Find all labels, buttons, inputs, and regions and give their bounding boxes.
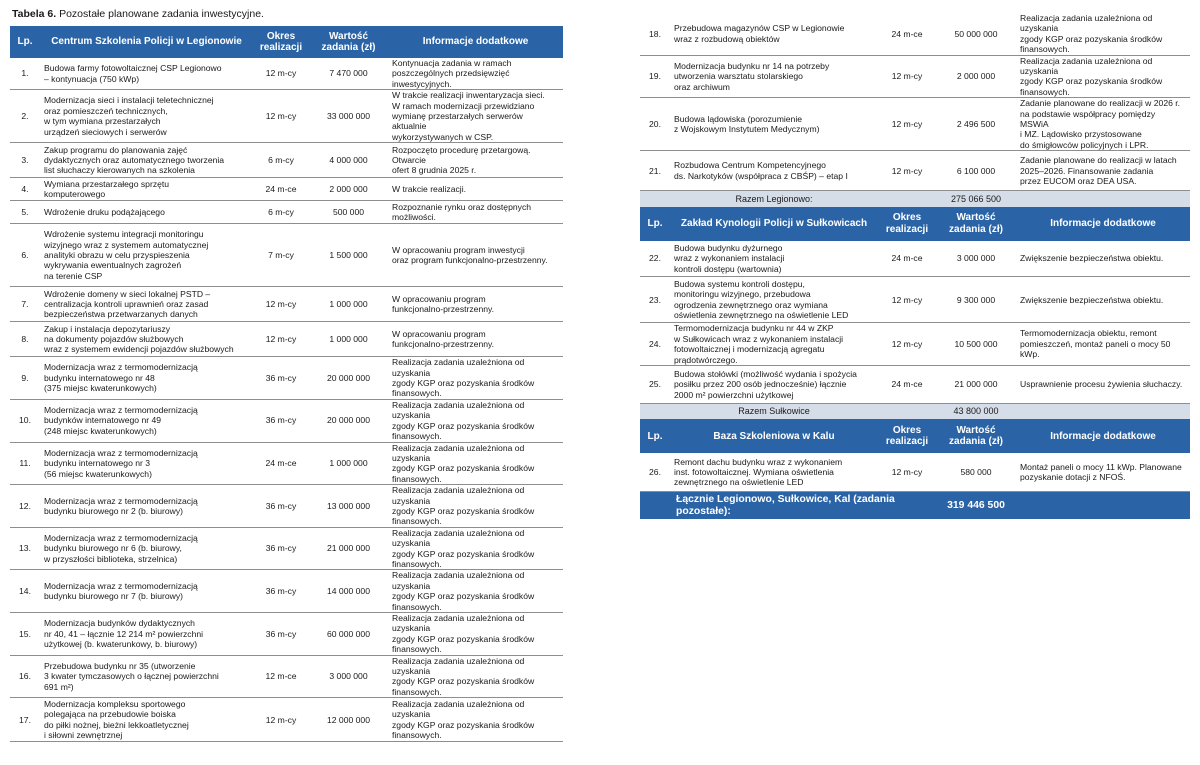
header-section-sulkowice: Zakład Kynologii Policji w Sułkowicach [670, 207, 878, 241]
table-row [640, 151, 1190, 191]
row-task-name: Wdrożenie domeny w sieci lokalnej PSTD – centralizacja kontroli uprawnień oraz zasad bezpieczeństwa przetwarzanych danych [40, 287, 253, 322]
row-wartosc: 500 000 [309, 201, 388, 224]
row-task-name: Modernizacja sieci i instalacji teletechnicznej oraz pomieszczeń technicznych, w tym wymiana przestarzałych urządzeń sieciowych i serwerów [40, 90, 253, 143]
row-okres: 24 m-ce [878, 365, 936, 403]
row-okres: 12 m-cy [878, 151, 936, 191]
row-info: Realizacja zadania uzależniona od uzyskania zgody KGP oraz pozyskania środków finansowych. [388, 613, 563, 656]
row-task-name: Modernizacja wraz z termomodernizacją budynku biurowego nr 6 (b. biurowy, w przyszłości biblioteka, strzelnica) [40, 527, 253, 570]
subtotal-spacer [878, 191, 936, 207]
subtotal-spacer [1016, 403, 1190, 419]
header-info: Informacje dodatkowe [388, 26, 563, 58]
subtotal-value: 275 066 500 [936, 191, 1016, 207]
investment-table-part-1 [10, 26, 563, 742]
table-caption-label: Tabela 6. [12, 8, 57, 20]
row-okres: 24 m-ce [878, 13, 936, 55]
row-wartosc: 50 000 000 [936, 13, 1016, 55]
table-row [10, 399, 563, 442]
row-task-name: Modernizacja wraz z termomodernizacją budynku internatowego nr 3 (56 miejsc kwaterunkowych) [40, 442, 253, 485]
row-wartosc: 1 000 000 [309, 442, 388, 485]
table-row [10, 143, 563, 178]
row-task-name: Przebudowa budynku nr 35 (utworzenie 3 kwater tymczasowych o łącznej powierzchni 691 m²) [40, 655, 253, 698]
row-lp: 21. [640, 151, 670, 191]
table-row [10, 698, 563, 742]
row-info: Zadanie planowane do realizacji w 2026 r. na podstawie współpracy pomiędzy MSWiA i MZ. Lądowisko przystosowane do śmigłowców policyjnych i LPR. [1016, 98, 1190, 151]
section-header-row [640, 207, 1190, 241]
row-info: W opracowaniu program funkcjonalno-przestrzenny. [388, 287, 563, 322]
row-lp: 22. [640, 241, 670, 277]
row-task-name: Budowa systemu kontroli dostępu, monitoringu wizyjnego, przebudowa ogrodzenia zewnętrznego oraz wymiana oświetlenia zewnętrznego na oświetlenie LED [670, 277, 878, 323]
row-task-name: Modernizacja kompleksu sportowego polegająca na przebudowie boiska do piłki nożnej, bieżni lekkoatletycznej i siłowni zewnętrznej [40, 698, 253, 742]
row-lp: 14. [10, 570, 40, 613]
row-okres: 12 m-cy [878, 323, 936, 366]
row-lp: 4. [10, 178, 40, 201]
row-wartosc: 9 300 000 [936, 277, 1016, 323]
header-info: Informacje dodatkowe [1016, 419, 1190, 453]
row-task-name: Budowa farmy fotowoltaicznej CSP Legionowo – kontynuacja (750 kWp) [40, 58, 253, 90]
subtotal-row-sulkowice [640, 403, 1190, 419]
row-task-name: Budowa lądowiska (porozumienie z Wojskowym Instytutem Medycznym) [670, 98, 878, 151]
row-wartosc: 21 000 000 [309, 527, 388, 570]
row-info: Usprawnienie procesu żywienia słuchaczy. [1016, 365, 1190, 403]
row-wartosc: 20 000 000 [309, 399, 388, 442]
row-lp: 25. [640, 365, 670, 403]
row-lp: 11. [10, 442, 40, 485]
row-lp: 12. [10, 485, 40, 528]
table-row [10, 322, 563, 357]
table-row [640, 13, 1190, 55]
row-wartosc: 4 000 000 [309, 143, 388, 178]
row-wartosc: 1 500 000 [309, 224, 388, 287]
table-row [10, 442, 563, 485]
row-okres: 12 m-cy [878, 453, 936, 491]
row-okres: 12 m-cy [253, 58, 309, 90]
table-body-left [10, 58, 563, 742]
row-info: Rozpoczęto procedurę przetargową. Otwarcie ofert 8 grudnia 2025 r. [388, 143, 563, 178]
table-caption-text: Pozostałe planowane zadania inwestycyjne. [56, 8, 264, 20]
row-okres: 12 m-cy [253, 698, 309, 742]
row-okres: 12 m-cy [253, 90, 309, 143]
header-info: Informacje dodatkowe [1016, 207, 1190, 241]
row-lp: 10. [10, 399, 40, 442]
row-okres: 12 m-cy [253, 322, 309, 357]
row-task-name: Przebudowa magazynów CSP w Legionowie wraz z rozbudową obiektów [670, 13, 878, 55]
row-info: Montaż paneli o mocy 11 kWp. Planowane pozyskanie dotacji z NFOŚ. [1016, 453, 1190, 491]
header-row [10, 26, 563, 58]
row-okres: 12 m-cy [878, 55, 936, 98]
row-lp: 5. [10, 201, 40, 224]
row-info: Zwiększenie bezpieczeństwa obiektu. [1016, 277, 1190, 323]
table-body-right [640, 13, 1190, 519]
grand-total-row [640, 491, 1190, 519]
row-lp: 3. [10, 143, 40, 178]
row-task-name: Remont dachu budynku wraz z wykonaniem inst. fotowoltaicznej. Wymiana oświetlenia zewnętrznego na oświetlenie LED [670, 453, 878, 491]
header-lp: Lp. [10, 26, 40, 58]
header-lp: Lp. [640, 207, 670, 241]
row-lp: 7. [10, 287, 40, 322]
row-task-name: Termomodernizacja budynku nr 44 w ZKP w Sułkowicach wraz z wykonaniem instalacji fotowoltaicznej i modernizacją agregatu prądotwórczego. [670, 323, 878, 366]
row-wartosc: 13 000 000 [309, 485, 388, 528]
row-wartosc: 1 000 000 [309, 287, 388, 322]
row-info: Realizacja zadania uzależniona od uzyskania zgody KGP oraz pozyskania środków finansowych. [388, 357, 563, 400]
row-info: Zwiększenie bezpieczeństwa obiektu. [1016, 241, 1190, 277]
row-lp: 24. [640, 323, 670, 366]
row-wartosc: 20 000 000 [309, 357, 388, 400]
row-task-name: Modernizacja budynków dydaktycznych nr 40, 41 – łącznie 12 214 m² powierzchni użytkowej (b. kwaterunkowy, b. biurowy) [40, 613, 253, 656]
row-lp: 2. [10, 90, 40, 143]
header-section-kal: Baza Szkoleniowa w Kalu [670, 419, 878, 453]
row-info: Realizacja zadania uzależniona od uzyskania zgody KGP oraz pozyskania środków finansowych. [388, 655, 563, 698]
subtotal-spacer [1016, 191, 1190, 207]
row-okres: 36 m-cy [253, 570, 309, 613]
row-lp: 13. [10, 527, 40, 570]
table-row [10, 201, 563, 224]
row-wartosc: 7 470 000 [309, 58, 388, 90]
row-okres: 36 m-cy [253, 527, 309, 570]
row-okres: 12 m-cy [253, 287, 309, 322]
grand-total-spacer [1016, 491, 1190, 519]
row-lp: 18. [640, 13, 670, 55]
subtotal-row-legionowo [640, 191, 1190, 207]
row-okres: 24 m-ce [878, 241, 936, 277]
header-wartosc: Wartość zadania (zł) [309, 26, 388, 58]
row-info: Realizacja zadania uzależniona od uzyskania zgody KGP oraz pozyskania środków finansowych. [388, 698, 563, 742]
row-task-name: Modernizacja wraz z termomodernizacją budynku internatowego nr 48 (375 miejsc kwaterunkowych) [40, 357, 253, 400]
row-task-name: Wymiana przestarzałego sprzętu komputerowego [40, 178, 253, 201]
table-row [10, 527, 563, 570]
row-task-name: Wdrożenie druku podążającego [40, 201, 253, 224]
row-info: W trakcie realizacji inwentaryzacja sieci. W ramach modernizacji przewidziano wymianę przestarzałych serwerów aktualnie wykorzystywanych w CSP. [388, 90, 563, 143]
table-row [10, 613, 563, 656]
grand-total-label: Łącznie Legionowo, Sułkowice, Kal (zadania pozostałe): [640, 491, 936, 519]
right-column [640, 13, 1190, 519]
row-okres: 6 m-cy [253, 201, 309, 224]
subtotal-label: Razem Sułkowice [670, 403, 878, 419]
row-info: W opracowaniu program funkcjonalno-przestrzenny. [388, 322, 563, 357]
table-row [10, 570, 563, 613]
row-info: Realizacja zadania uzależniona od uzyskania zgody KGP oraz pozyskania środków finansowych. [1016, 55, 1190, 98]
row-okres: 24 m-ce [253, 442, 309, 485]
row-okres: 36 m-cy [253, 485, 309, 528]
subtotal-spacer [878, 403, 936, 419]
row-task-name: Wdrożenie systemu integracji monitoringu wizyjnego wraz z systemem automatycznej analityki obrazu w celu przyspieszenia wykrywania ewentualnych zagrożeń na terenie CSP [40, 224, 253, 287]
row-task-name: Budowa budynku dyżurnego wraz z wykonaniem instalacji kontroli dostępu (wartownia) [670, 241, 878, 277]
row-lp: 6. [10, 224, 40, 287]
row-info: Realizacja zadania uzależniona od uzyskania zgody KGP oraz pozyskania środków finansowych. [1016, 13, 1190, 55]
investment-table-part-2 [640, 13, 1190, 519]
row-lp: 26. [640, 453, 670, 491]
row-task-name: Modernizacja budynku nr 14 na potrzeby utworzenia warsztatu stolarskiego oraz archiwum [670, 55, 878, 98]
table-row [640, 277, 1190, 323]
row-okres: 36 m-cy [253, 613, 309, 656]
subtotal-spacer [640, 191, 670, 207]
row-task-name: Modernizacja wraz z termomodernizacją budynku biurowego nr 2 (b. biurowy) [40, 485, 253, 528]
row-lp: 19. [640, 55, 670, 98]
row-okres: 6 m-cy [253, 143, 309, 178]
row-info: Realizacja zadania uzależniona od uzyskania zgody KGP oraz pozyskania środków finansowych. [388, 485, 563, 528]
header-wartosc: Wartość zadania (zł) [936, 207, 1016, 241]
row-info: Rozpoznanie rynku oraz dostępnych możliwości. [388, 201, 563, 224]
table-row [640, 453, 1190, 491]
row-wartosc: 580 000 [936, 453, 1016, 491]
header-section-legionowo: Centrum Szkolenia Policji w Legionowie [40, 26, 253, 58]
row-okres: 24 m-ce [253, 178, 309, 201]
table-row [640, 323, 1190, 366]
left-column [10, 26, 563, 742]
table-row [640, 98, 1190, 151]
row-lp: 15. [10, 613, 40, 656]
row-task-name: Rozbudowa Centrum Kompetencyjnego ds. Narkotyków (współpraca z CBŚP) – etap I [670, 151, 878, 191]
row-info: Realizacja zadania uzależniona od uzyskania zgody KGP oraz pozyskania środków finansowych. [388, 399, 563, 442]
row-lp: 16. [10, 655, 40, 698]
row-task-name: Modernizacja wraz z termomodernizacją budynku biurowego nr 7 (b. biurowy) [40, 570, 253, 613]
row-lp: 9. [10, 357, 40, 400]
row-wartosc: 14 000 000 [309, 570, 388, 613]
row-info: Realizacja zadania uzależniona od uzyskania zgody KGP oraz pozyskania środków finansowych. [388, 442, 563, 485]
table-row [10, 90, 563, 143]
table-row [10, 485, 563, 528]
row-task-name: Modernizacja wraz z termomodernizacją budynków internatowego nr 49 (248 miejsc kwaterunkowych) [40, 399, 253, 442]
row-wartosc: 6 100 000 [936, 151, 1016, 191]
table-row [10, 224, 563, 287]
row-wartosc: 2 000 000 [309, 178, 388, 201]
row-info: W opracowaniu program inwestycji oraz program funkcjonalno-przestrzenny. [388, 224, 563, 287]
subtotal-value: 43 800 000 [936, 403, 1016, 419]
row-okres: 12 m-cy [878, 277, 936, 323]
row-wartosc: 3 000 000 [936, 241, 1016, 277]
table-caption [12, 8, 264, 20]
header-okres: Okres realizacji [253, 26, 309, 58]
row-lp: 1. [10, 58, 40, 90]
row-wartosc: 1 000 000 [309, 322, 388, 357]
row-info: Realizacja zadania uzależniona od uzyskania zgody KGP oraz pozyskania środków finansowych. [388, 527, 563, 570]
table-row [640, 55, 1190, 98]
row-wartosc: 21 000 000 [936, 365, 1016, 403]
header-wartosc: Wartość zadania (zł) [936, 419, 1016, 453]
table-row [10, 58, 563, 90]
table-row [10, 357, 563, 400]
header-lp: Lp. [640, 419, 670, 453]
table-row [10, 655, 563, 698]
row-wartosc: 33 000 000 [309, 90, 388, 143]
row-okres: 12 m-cy [878, 98, 936, 151]
row-wartosc: 2 496 500 [936, 98, 1016, 151]
row-lp: 20. [640, 98, 670, 151]
row-lp: 23. [640, 277, 670, 323]
row-task-name: Zakup programu do planowania zajęć dydaktycznych oraz automatycznego tworzenia list słuchaczy kierowanych na szkolenia [40, 143, 253, 178]
header-okres: Okres realizacji [878, 419, 936, 453]
row-task-name: Budowa stołówki (możliwość wydania i spożycia posiłku przez 200 osób jednocześnie) łącznie 2000 m² powierzchni użytkowej [670, 365, 878, 403]
table-row [10, 287, 563, 322]
subtotal-label: Razem Legionowo: [670, 191, 878, 207]
subtotal-spacer [640, 403, 670, 419]
section-header-row [640, 419, 1190, 453]
table-row [640, 365, 1190, 403]
grand-total-value: 319 446 500 [936, 491, 1016, 519]
row-okres: 36 m-cy [253, 399, 309, 442]
table-row [640, 241, 1190, 277]
row-task-name: Zakup i instalacja depozytariuszy na dokumenty pojazdów służbowych wraz z systemem ewidencji pojazdów służbowych [40, 322, 253, 357]
row-wartosc: 60 000 000 [309, 613, 388, 656]
row-wartosc: 12 000 000 [309, 698, 388, 742]
header-okres: Okres realizacji [878, 207, 936, 241]
row-wartosc: 10 500 000 [936, 323, 1016, 366]
row-wartosc: 2 000 000 [936, 55, 1016, 98]
row-okres: 36 m-cy [253, 357, 309, 400]
row-info: Realizacja zadania uzależniona od uzyskania zgody KGP oraz pozyskania środków finansowych. [388, 570, 563, 613]
row-okres: 12 m-ce [253, 655, 309, 698]
row-info: Kontynuacja zadania w ramach poszczególnych przedsięwzięć inwestycyjnych. [388, 58, 563, 90]
row-info: W trakcie realizacji. [388, 178, 563, 201]
row-wartosc: 3 000 000 [309, 655, 388, 698]
row-info: Zadanie planowane do realizacji w latach 2025–2026. Finansowanie zadania przez EUCOM oraz DEA USA. [1016, 151, 1190, 191]
row-lp: 8. [10, 322, 40, 357]
table-row [10, 178, 563, 201]
row-okres: 7 m-cy [253, 224, 309, 287]
row-info: Termomodernizacja obiektu, remont pomieszczeń, montaż paneli o mocy 50 kWp. [1016, 323, 1190, 366]
row-lp: 17. [10, 698, 40, 742]
